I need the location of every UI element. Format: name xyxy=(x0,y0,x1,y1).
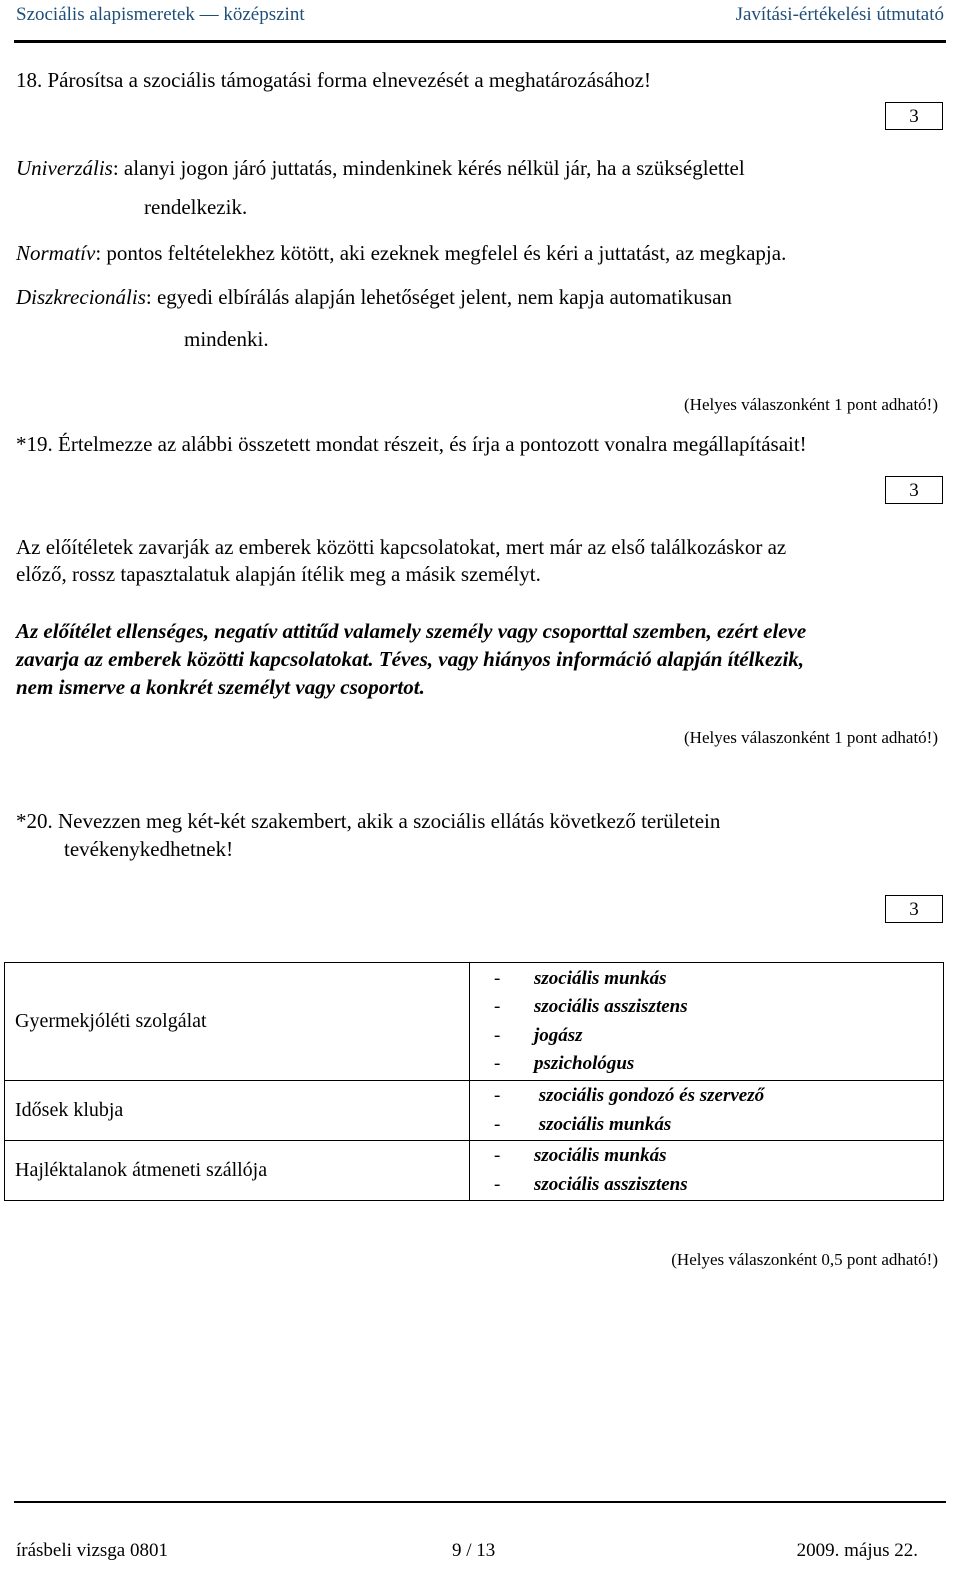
professionals-cell xyxy=(470,963,944,1081)
footer-divider xyxy=(14,1501,946,1503)
dash: - xyxy=(494,1145,501,1166)
list-item xyxy=(494,965,942,994)
area-cell xyxy=(5,1141,470,1201)
header-subject: Szociális alapismeretek — középszint xyxy=(16,4,305,25)
q19-answer-line-2: zavarja az emberek közötti kapcsolatokat. Téves, vagy hiányos információ alapján ítélkezik, xyxy=(16,647,805,671)
q18-term: Diszkrecionális xyxy=(16,285,146,309)
dash: - xyxy=(494,996,501,1017)
q20-score-box: 3 xyxy=(885,895,943,923)
professional: pszichológus xyxy=(534,1053,635,1074)
q20-scoring-note: (Helyes válaszonként 0,5 pont adható!) xyxy=(671,1250,938,1269)
q20-title-line-1: *20. Nevezzen meg két-két szakembert, akik a szociális ellátás következő területein xyxy=(16,809,721,833)
dash: - xyxy=(494,967,501,989)
q19-scoring-note: (Helyes válaszonként 1 pont adható!) xyxy=(684,728,938,747)
q19-sentence-line-2: előző, rossz tapasztalatuk alapján ítélik meg a másik személyt. xyxy=(16,562,541,586)
professional: szociális gondozó és szervező xyxy=(534,1085,765,1106)
table-row xyxy=(5,963,944,1081)
q19-title: *19. Értelmezze az alábbi összetett mondat részeit, és írja a pontozott vonalra megállapításait! xyxy=(16,432,807,456)
professional: szociális munkás xyxy=(534,967,667,989)
footer-date: 2009. május 22. xyxy=(796,1540,918,1561)
footer-page-number: 9 / 13 xyxy=(452,1540,496,1561)
q18-item-univerzalis xyxy=(16,156,745,181)
professional: szociális asszisztens xyxy=(534,996,688,1017)
list-item xyxy=(494,1142,942,1171)
q19-sentence-line-1: Az előítéletek zavarják az emberek közötti kapcsolatokat, mert már az első találkozáskor az xyxy=(16,535,787,559)
list-item xyxy=(494,1171,942,1200)
q18-term: Normatív xyxy=(16,241,96,265)
professionals-cell xyxy=(470,1081,944,1141)
q18-title: 18. Párosítsa a szociális támogatási forma elnevezését a meghatározásához! xyxy=(16,68,651,92)
area-label: Idősek klubja xyxy=(15,1099,124,1121)
list-item xyxy=(494,993,942,1022)
professional: szociális munkás xyxy=(534,1145,667,1166)
q18-term: Univerzális xyxy=(16,156,113,180)
area-cell xyxy=(5,1081,470,1141)
dash: - xyxy=(494,1024,501,1046)
area-label: Hajléktalanok átmeneti szállója xyxy=(15,1159,268,1181)
table-row xyxy=(5,1081,944,1141)
area-label: Gyermekjóléti szolgálat xyxy=(15,1010,207,1032)
list-item xyxy=(494,1082,942,1111)
list-item xyxy=(494,1022,942,1051)
q19-answer-line-3: nem ismerve a konkrét személyt vagy csoportot. xyxy=(16,675,425,699)
q18-item-normativ xyxy=(16,241,786,266)
table-row xyxy=(5,1141,944,1201)
header-divider xyxy=(14,40,946,43)
q20-answer-table xyxy=(4,962,944,1201)
q18-item-diszkrecionalis xyxy=(16,285,732,310)
q19-score-box: 3 xyxy=(885,476,943,504)
professional: szociális munkás xyxy=(534,1113,672,1135)
area-cell xyxy=(5,963,470,1081)
professional: szociális asszisztens xyxy=(534,1173,688,1195)
professionals-cell xyxy=(470,1141,944,1201)
q20-title-line-2: tevékenykedhetnek! xyxy=(64,837,234,861)
list-item xyxy=(494,1050,942,1079)
q18-item-univerzalis-cont: rendelkezik. xyxy=(144,195,248,219)
q18-definition: : pontos feltételekhez kötött, aki ezeknek megfelel és kéri a juttatást, az megkapja. xyxy=(95,241,787,265)
dash: - xyxy=(494,1053,501,1074)
footer-exam-code: írásbeli vizsga 0801 xyxy=(16,1540,168,1561)
q18-item-diszkrecionalis-cont: mindenki. xyxy=(184,327,269,351)
dash: - xyxy=(494,1113,501,1135)
list-item xyxy=(494,1111,942,1140)
q18-definition: : egyedi elbírálás alapján lehetőséget jelent, nem kapja automatikusan xyxy=(145,285,732,309)
q18-scoring-note: (Helyes válaszonként 1 pont adható!) xyxy=(684,395,938,414)
dash: - xyxy=(494,1173,501,1195)
professional: jogász xyxy=(534,1024,583,1046)
q18-score-box: 3 xyxy=(885,102,943,130)
header-guide-title: Javítási-értékelési útmutató xyxy=(735,4,944,25)
q18-definition: : alanyi jogon járó juttatás, mindenkinek kérés nélkül jár, ha a szükséglettel xyxy=(112,156,745,180)
q19-answer-line-1: Az előítélet ellenséges, negatív attitűd valamely személy vagy csoporttal szemben, ezért eleve xyxy=(16,619,807,643)
dash: - xyxy=(494,1085,501,1106)
